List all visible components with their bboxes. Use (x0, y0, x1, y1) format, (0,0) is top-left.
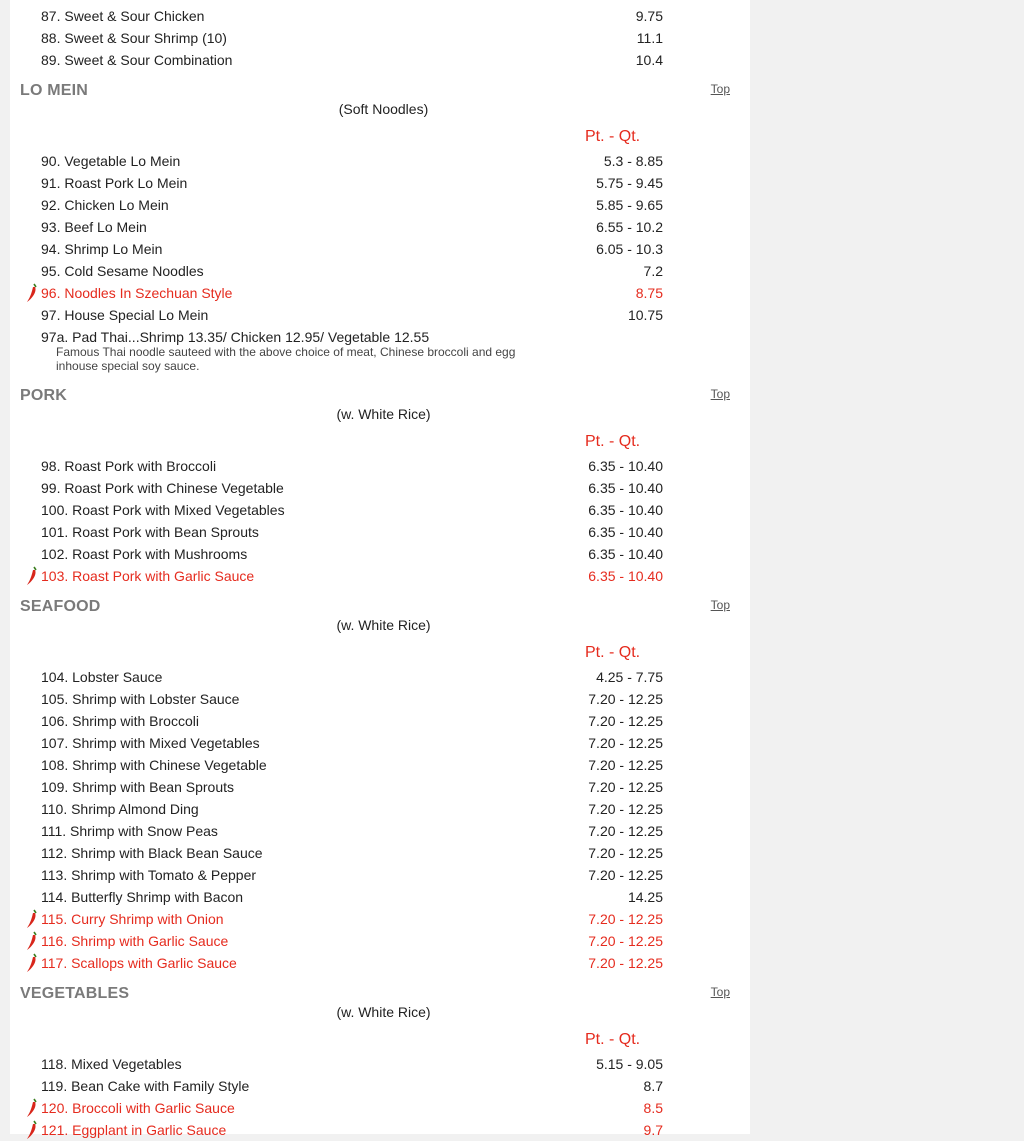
menu-item-name: 100. Roast Pork with Mixed Vegetables (41, 502, 285, 518)
menu-item-name: 95. Cold Sesame Noodles (41, 263, 204, 279)
menu-item-name: 87. Sweet & Sour Chicken (41, 8, 205, 24)
menu-item-row (10, 216, 750, 238)
menu-item-row (10, 688, 750, 710)
menu-item-row (10, 238, 750, 260)
menu-item-row (10, 521, 750, 543)
section-title-vegetables: VEGETABLES (20, 985, 130, 1002)
menu-item-name: 118. Mixed Vegetables (41, 1056, 182, 1072)
menu-item-name: 102. Roast Pork with Mushrooms (41, 546, 248, 562)
menu-item-price: 14.25 (627, 889, 663, 905)
menu-item-price: 7.20 - 12.25 (588, 933, 663, 949)
menu-item-price: 6.35 - 10.40 (588, 458, 663, 474)
menu-item-row (10, 886, 750, 908)
menu-item-price: 7.20 - 12.25 (588, 691, 663, 707)
menu-item-price: 6.35 - 10.40 (588, 480, 663, 496)
menu-item-name: 113. Shrimp with Tomato & Pepper (41, 867, 257, 883)
menu-item-price: 8.75 (635, 285, 663, 301)
menu-item-price: 8.7 (643, 1078, 663, 1094)
chili-pepper-icon (25, 566, 39, 586)
menu-item-name: 119. Bean Cake with Family Style (41, 1078, 250, 1094)
menu-item-name: 104. Lobster Sauce (41, 669, 163, 685)
menu-item-row (10, 754, 750, 776)
menu-item-row (10, 952, 750, 974)
menu-item-price: 7.20 - 12.25 (588, 823, 663, 839)
menu-item-name: 111. Shrimp with Snow Peas (41, 823, 218, 839)
section-title-pork: PORK (20, 387, 68, 404)
menu-item-name: 98. Roast Pork with Broccoli (41, 458, 217, 474)
size-header: Pt. - Qt. (585, 433, 641, 450)
menu-item-price: 9.75 (635, 8, 663, 24)
menu-item-price: 7.20 - 12.25 (588, 801, 663, 817)
section-subtitle: (w. White Rice) (336, 617, 431, 633)
menu-item-row (10, 864, 750, 886)
menu-item-name: 110. Shrimp Almond Ding (41, 801, 199, 817)
menu-item-price: 5.85 - 9.65 (596, 197, 663, 213)
menu-item-row (10, 908, 750, 930)
size-header: Pt. - Qt. (585, 128, 641, 145)
menu-item-name: 107. Shrimp with Mixed Vegetables (41, 735, 260, 751)
size-header: Pt. - Qt. (585, 644, 641, 661)
top-link[interactable]: Top (710, 598, 730, 612)
menu-item-name: 117. Scallops with Garlic Sauce (41, 955, 237, 971)
menu-item-price: 7.2 (643, 263, 663, 279)
menu-item-price: 6.35 - 10.40 (588, 546, 663, 562)
menu-item-price: 4.25 - 7.75 (596, 669, 663, 685)
menu-item-name: 97. House Special Lo Mein (41, 307, 209, 323)
menu-item-row (10, 49, 750, 71)
menu-item-name: 106. Shrimp with Broccoli (41, 713, 199, 729)
menu-item-name: 94. Shrimp Lo Mein (41, 241, 163, 257)
menu-item-price: 7.20 - 12.25 (588, 845, 663, 861)
menu-item-price: 7.20 - 12.25 (588, 735, 663, 751)
menu-item-row (10, 5, 750, 27)
menu-item-name: 101. Roast Pork with Bean Sprouts (41, 524, 259, 540)
menu-item-row (10, 1119, 750, 1141)
menu-item-name: 116. Shrimp with Garlic Sauce (41, 933, 229, 949)
menu-item-row (10, 666, 750, 688)
menu-item-name: 99. Roast Pork with Chinese Vegetable (41, 480, 284, 496)
menu-item-name: 108. Shrimp with Chinese Vegetable (41, 757, 267, 773)
top-link[interactable]: Top (710, 985, 730, 999)
menu-item-row (10, 820, 750, 842)
menu-item-row (10, 150, 750, 172)
menu-item-row (10, 732, 750, 754)
section-subtitle: (w. White Rice) (336, 406, 431, 422)
menu-item-price: 10.4 (635, 52, 663, 68)
chili-pepper-icon (25, 1098, 39, 1118)
menu-item-price: 7.20 - 12.25 (588, 911, 663, 927)
menu-item-price: 5.15 - 9.05 (596, 1056, 663, 1072)
menu-item-price: 6.35 - 10.40 (588, 524, 663, 540)
chili-pepper-icon (25, 909, 39, 929)
menu-item-row (10, 1075, 750, 1097)
menu-item-name: 103. Roast Pork with Garlic Sauce (41, 568, 255, 584)
menu-item-price: 6.35 - 10.40 (588, 502, 663, 518)
menu-item-name: 114. Butterfly Shrimp with Bacon (41, 889, 244, 905)
menu-item-row (10, 499, 750, 521)
menu-item-row (10, 776, 750, 798)
menu-item-row (10, 304, 750, 326)
section-subtitle: (w. White Rice) (336, 1004, 431, 1020)
menu-item-price: 7.20 - 12.25 (588, 955, 663, 971)
section-title-lo-mein: LO MEIN (20, 82, 89, 99)
menu-item-row (10, 842, 750, 864)
menu-item-row (10, 282, 750, 304)
menu-item-name: 89. Sweet & Sour Combination (41, 52, 233, 68)
chili-pepper-icon (25, 1120, 39, 1140)
top-link[interactable]: Top (710, 387, 730, 401)
menu-item-price: 5.75 - 9.45 (596, 175, 663, 191)
menu-item-name: 93. Beef Lo Mein (41, 219, 147, 235)
menu-item-price: 7.20 - 12.25 (588, 713, 663, 729)
menu-item-row (10, 172, 750, 194)
chili-pepper-icon (25, 931, 39, 951)
menu-item-row (10, 710, 750, 732)
menu-item-name: 96. Noodles In Szechuan Style (41, 285, 233, 301)
menu-item-row (10, 565, 750, 587)
section-subtitle: (Soft Noodles) (338, 101, 429, 117)
menu-item-row (10, 260, 750, 282)
menu-item-row (10, 798, 750, 820)
menu-item-name: 92. Chicken Lo Mein (41, 197, 169, 213)
chili-pepper-icon (25, 283, 39, 303)
menu-item-name: 90. Vegetable Lo Mein (41, 153, 181, 169)
section-title-seafood: SEAFOOD (20, 598, 101, 615)
menu-item-price: 10.75 (627, 307, 663, 323)
menu-item-price: 9.7 (643, 1122, 663, 1138)
menu-item-price: 7.20 - 12.25 (588, 867, 663, 883)
menu-item-name: 121. Eggplant in Garlic Sauce (41, 1122, 227, 1138)
menu-item-row (10, 543, 750, 565)
menu-item-name: 97a. Pad Thai...Shrimp 13.35/ Chicken 12.95/ Vegetable 12.55 (41, 329, 430, 345)
menu-item-price: 7.20 - 12.25 (588, 757, 663, 773)
menu-item-name: 91. Roast Pork Lo Mein (41, 175, 188, 191)
size-header: Pt. - Qt. (585, 1031, 641, 1048)
menu-item-name: 112. Shrimp with Black Bean Sauce (41, 845, 263, 861)
menu-item-price: 11.1 (636, 30, 663, 46)
menu-item-price: 6.35 - 10.40 (588, 568, 663, 584)
menu-item-price: 8.5 (643, 1100, 663, 1116)
menu-item-row (10, 1053, 750, 1075)
menu-item-row (10, 1097, 750, 1119)
chili-pepper-icon (25, 953, 39, 973)
menu-item-price: 7.20 - 12.25 (588, 779, 663, 795)
menu-item-name: 109. Shrimp with Bean Sprouts (41, 779, 234, 795)
menu-item-row (10, 27, 750, 49)
menu-item-row (10, 477, 750, 499)
menu-item-row (10, 455, 750, 477)
menu-item-row (10, 194, 750, 216)
menu-item-price: 6.05 - 10.3 (596, 241, 663, 257)
menu-item-name: 105. Shrimp with Lobster Sauce (41, 691, 240, 707)
menu-item-price: 6.55 - 10.2 (596, 219, 663, 235)
top-link[interactable]: Top (710, 82, 730, 96)
menu-item-row (10, 930, 750, 952)
menu-panel (10, 0, 750, 1138)
menu-item-description: Famous Thai noodle sauteed with the above choice of meat, Chinese broccoli and egg inhouse special soy sauce. (56, 345, 516, 373)
menu-item-name: 120. Broccoli with Garlic Sauce (41, 1100, 235, 1116)
menu-item-price: 5.3 - 8.85 (603, 153, 663, 169)
menu-item-name: 115. Curry Shrimp with Onion (41, 911, 224, 927)
menu-item-name: 88. Sweet & Sour Shrimp (10) (41, 30, 227, 46)
